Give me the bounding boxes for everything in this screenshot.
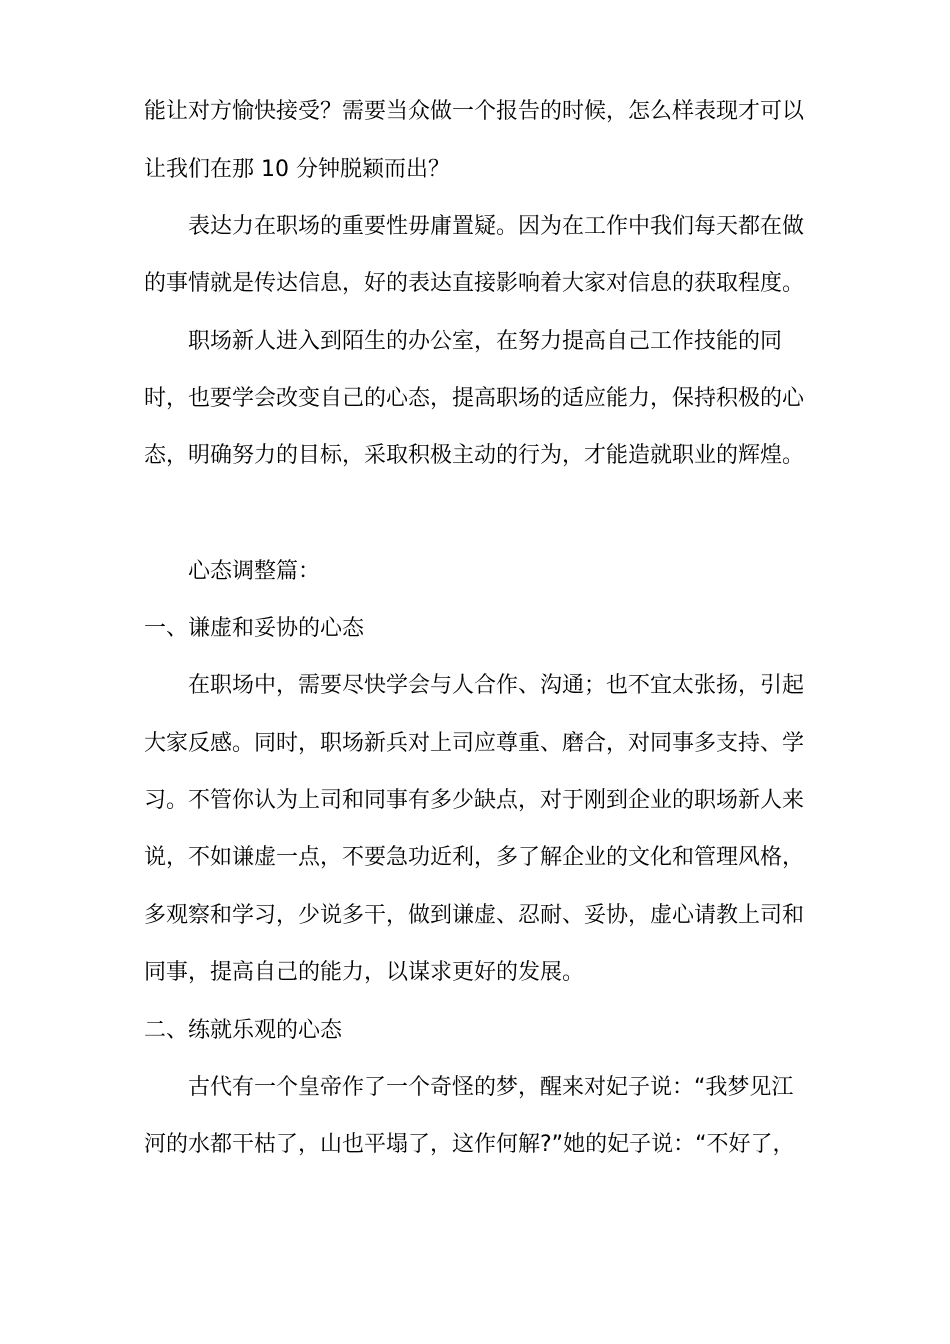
paragraph-start-line: 古代有一个皇帝作了一个奇怪的梦，醒来对妃子说：“我梦见江	[188, 1075, 794, 1100]
paragraph-start-line: 职场新人进入到陌生的办公室，在努力提高自己工作技能的同	[188, 329, 783, 354]
paragraph-start-line: 表达力在职场的重要性毋庸置疑。因为在工作中我们每天都在做	[188, 214, 805, 239]
text-line: 能让对方愉快接受？需要当众做一个报告的时候，怎么样表现才可以	[144, 99, 805, 124]
text-line: 大家反感。同时，职场新兵对上司应尊重、磨合，对同事多支持、学	[144, 731, 805, 756]
text-line: 让我们在那 10 分钟脱颖而出？	[144, 157, 450, 182]
text-line: 多观察和学习，少说多干，做到谦虚、忍耐、妥协，虚心请教上司和	[144, 903, 805, 928]
text-line: 时，也要学会改变自己的心态，提高职场的适应能力，保持积极的心	[144, 386, 805, 411]
subheading-two: 二、练就乐观的心态	[144, 1018, 343, 1043]
text-line: 河的水都干枯了，山也平塌了，这作何解?”她的妃子说：“不好了，	[144, 1132, 795, 1157]
text-line: 态，明确努力的目标，采取积极主动的行为，才能造就职业的辉煌。	[144, 443, 805, 468]
paragraph-start-line: 在职场中，需要尽快学会与人合作、沟通；也不宜太张扬，引起	[188, 673, 805, 698]
text-line: 说，不如谦虚一点，不要急功近利，多了解企业的文化和管理风格，	[144, 845, 805, 870]
section-heading: 心态调整篇：	[188, 559, 321, 584]
text-line: 习。不管你认为上司和同事有多少缺点，对于刚到企业的职场新人来	[144, 788, 805, 813]
text-line: 的事情就是传达信息，好的表达直接影响着大家对信息的获取程度。	[144, 271, 805, 296]
subheading-one: 一、谦虚和妥协的心态	[144, 616, 365, 641]
text-line: 同事，提高自己的能力，以谋求更好的发展。	[144, 960, 585, 985]
